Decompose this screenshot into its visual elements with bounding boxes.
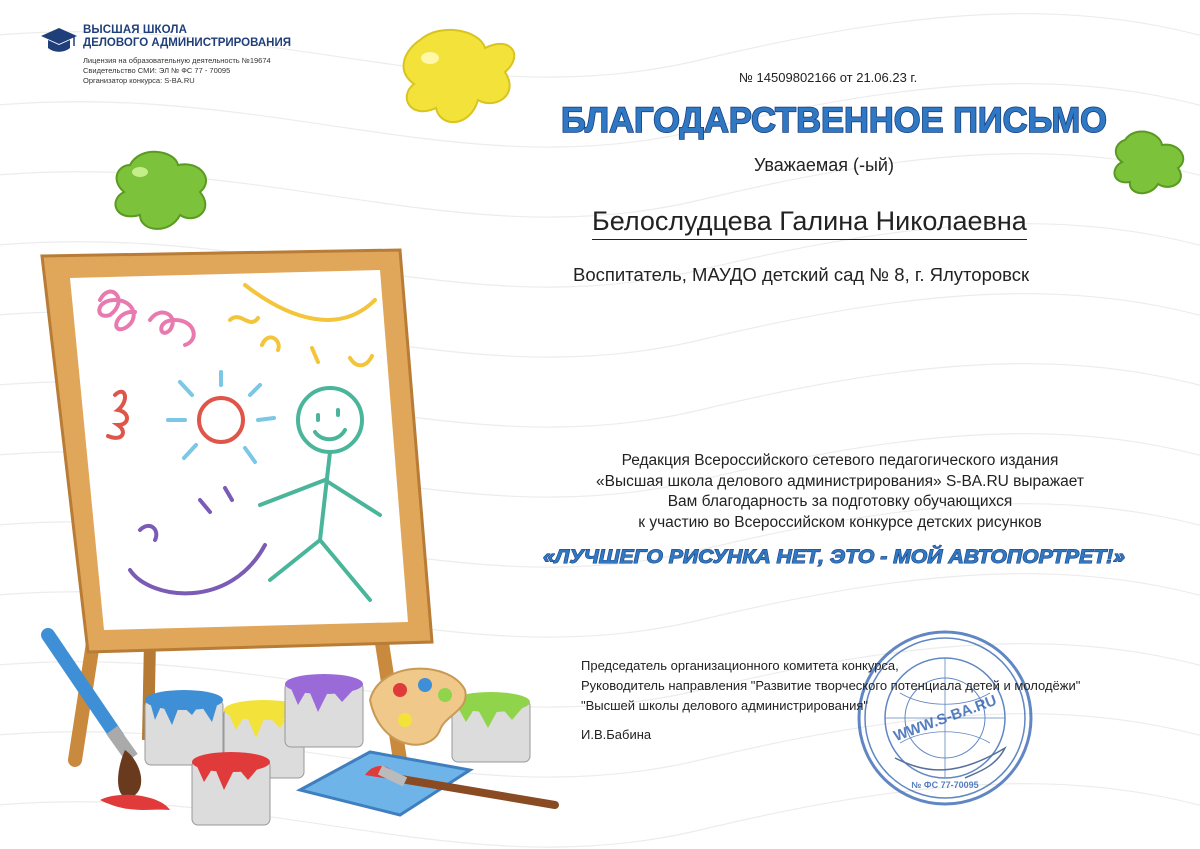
salutation: Уважаемая (-ый) (754, 155, 894, 175)
logo-title-line2: ДЕЛОВОГО АДМИНИСТРИРОВАНИЯ (83, 37, 292, 49)
body-line: Редакция Всероссийского сетевого педагогического издания (621, 452, 1059, 469)
yellow-paint-splash (404, 30, 515, 122)
green-paint-splash (115, 152, 206, 229)
body-line: Вам благодарность за подготовку обучающихся (667, 493, 1013, 510)
logo-license: Лицензия на образовательную деятельность №19674 (83, 56, 271, 65)
recipient-position: Воспитатель, МАУДО детский сад № 8, г. Ялуторовск (573, 264, 1030, 285)
stamp-number: № ФС 77-70095 (911, 780, 979, 790)
document-title-text: БЛАГОДАРСТВЕННОЕ ПИСЬМО (561, 101, 1107, 140)
signer-name: И.В.Бабина (581, 727, 652, 742)
graduation-cap-icon (40, 26, 78, 54)
body-text (540, 451, 1140, 533)
document-number: № 14509802166 от 21.06.23 г. (739, 70, 918, 85)
official-stamp (855, 628, 1035, 808)
contest-name-text: «ЛУЧШЕГО РИСУНКА НЕТ, ЭТО - МОЙ АВТОПОРТРЕТ!» (543, 547, 1065, 568)
logo-media-cert: Свидетельство СМИ: ЭЛ № ФС 77 - 70095 (83, 66, 231, 75)
stamp-text: WWW.S-BA.RU (891, 691, 999, 745)
document-title (558, 96, 1110, 144)
signature-line: "Высшей школы делового администрирования" (581, 698, 868, 713)
recipient-name: Белослудцева Галина Николаевна (592, 205, 1027, 240)
logo-organizer: Организатор конкурса: S-BA.RU (83, 76, 195, 85)
palette-icon (370, 669, 466, 745)
green-paint-splash-right (1114, 132, 1183, 194)
signature-block (581, 656, 1080, 716)
body-line: к участию во Всероссийском конкурсе детских рисунков (638, 513, 1042, 531)
body-line: «Высшая школа делового администрирования» S-BA.RU выражает (596, 472, 1084, 490)
signature-line: Председатель организационного комитета конкурса, (581, 658, 899, 673)
signature-line: Руководитель направления "Развитие творческого потенциала детей и молодёжи" (581, 678, 1081, 693)
contest-name (540, 539, 1128, 573)
logo-title-line1: ВЫСШАЯ ШКОЛА (83, 24, 187, 36)
paint-cans (145, 674, 530, 825)
